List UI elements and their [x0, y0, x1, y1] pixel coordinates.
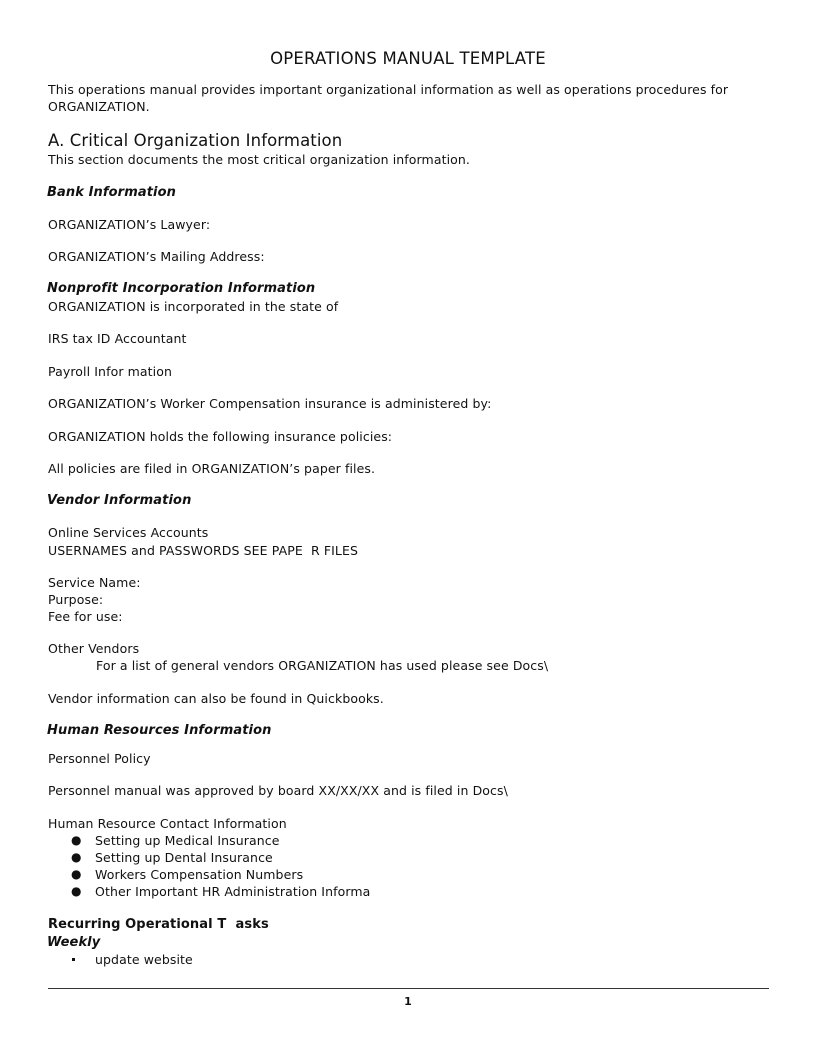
bullet-icon: ● — [71, 867, 82, 881]
document-title: OPERATIONS MANUAL TEMPLATE — [270, 49, 546, 68]
nonprofit-irs: IRS tax ID Accountant — [48, 331, 187, 346]
bank-heading: Bank Information — [47, 185, 176, 200]
nonprofit-workers-comp: ORGANIZATION’s Worker Compensation insurance is administered by: — [48, 396, 492, 411]
bullet-icon: ● — [71, 850, 82, 864]
hr-manual: Personnel manual was approved by board XX/XX/XX and is filed in Docs\ — [48, 783, 508, 798]
intro-line-2: ORGANIZATION. — [48, 99, 150, 114]
vendor-service-name: Service Name: — [48, 575, 141, 590]
footer-divider — [48, 988, 769, 989]
list-item: Other Important HR Administration Informa — [95, 884, 371, 899]
hr-contact: Human Resource Contact Information — [48, 816, 287, 831]
page-number: 1 — [404, 995, 412, 1008]
nonprofit-policies: ORGANIZATION holds the following insurance policies: — [48, 429, 393, 444]
section-a-description: This section documents the most critical organization information. — [48, 152, 471, 167]
nonprofit-heading: Nonprofit Incorporation Information — [47, 281, 316, 296]
hr-policy: Personnel Policy — [48, 751, 151, 766]
vendor-quickbooks: Vendor information can also be found in Quickbooks. — [48, 691, 384, 706]
bullet-icon: ● — [71, 833, 82, 847]
square-bullet-icon — [72, 958, 75, 961]
bank-mailing-address: ORGANIZATION’s Mailing Address: — [48, 249, 265, 264]
list-item: Workers Compensation Numbers — [95, 867, 304, 882]
nonprofit-payroll: Payroll Infor mation — [48, 364, 173, 379]
section-a-heading: A. Critical Organization Information — [48, 131, 343, 150]
nonprofit-state: ORGANIZATION is incorporated in the state of — [48, 299, 339, 314]
nonprofit-filed: All policies are filed in ORGANIZATION’s paper files. — [48, 461, 376, 476]
intro-line-1: This operations manual provides important organizational information as well as operations procedures for — [48, 82, 729, 97]
vendor-other: Other Vendors — [48, 641, 140, 656]
list-item: Setting up Dental Insurance — [95, 850, 273, 865]
vendor-online: Online Services Accounts — [48, 525, 209, 540]
hr-heading: Human Resources Information — [47, 723, 272, 738]
list-item: Setting up Medical Insurance — [95, 833, 280, 848]
vendor-heading: Vendor Information — [47, 493, 192, 508]
vendor-list: For a list of general vendors ORGANIZATION has used please see Docs\ — [96, 658, 549, 673]
vendor-fee: Fee for use: — [48, 609, 123, 624]
vendor-usernames: USERNAMES and PASSWORDS SEE PAPE R FILES — [48, 543, 359, 558]
bank-lawyer: ORGANIZATION’s Lawyer: — [48, 217, 211, 232]
recurring-heading: Recurring Operational T asks — [48, 917, 269, 932]
bullet-icon: ● — [71, 884, 82, 898]
vendor-purpose: Purpose: — [48, 592, 104, 607]
weekly-heading: Weekly — [47, 935, 101, 950]
list-item: update website — [95, 952, 193, 967]
